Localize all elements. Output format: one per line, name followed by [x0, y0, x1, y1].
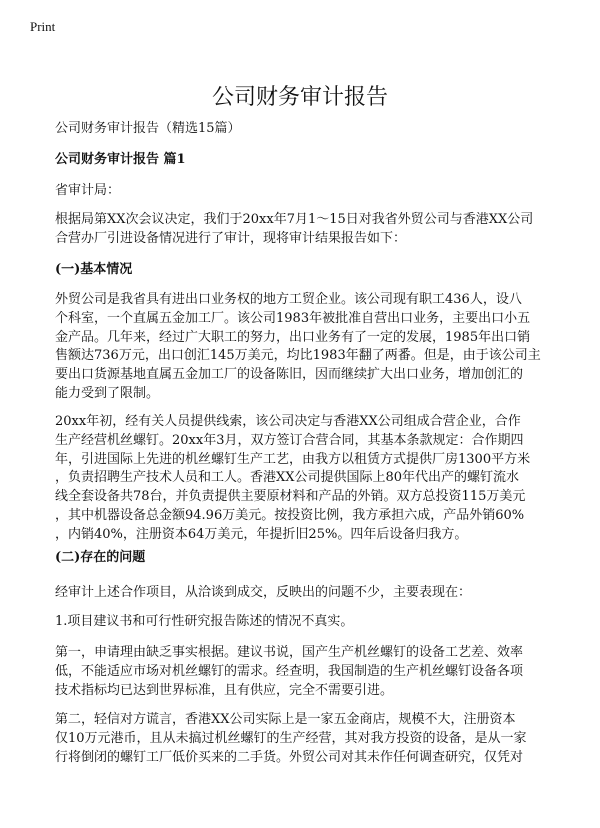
text-line: 仅10万元港币，且从未搞过机丝螺钉的生产经营，其对我方投资的设备，是从一家: [55, 730, 527, 746]
text-line: 20xx年初，经有关人员提供线索，该公司决定与香港XX公司组成合营企业，合作: [55, 414, 521, 429]
section2-item-1: 1.项目建议书和可行性研究报告陈述的情况不真实。: [55, 614, 354, 629]
text-line: 外贸公司是我省具有进出口业务权的地方工贸企业。该公司现有职工436人，设八: [55, 292, 522, 307]
text-line: 生产经营机丝螺钉。20xx年3月，双方签订合营合同，其基本条款规定：合作期四: [55, 432, 524, 448]
text-line: 低，不能适应市场对机丝螺钉的需求。经查明，我国制造的生产机丝螺钉设备各项: [55, 663, 524, 679]
section2-paragraph-1: 经审计上述合作项目，从洽谈到成交，反映出的问题不少，主要表现在：: [55, 585, 472, 600]
text-line: 第一，申请理由缺乏事实根据。建议书说，国产生产机丝螺钉的设备工艺差、效率: [55, 645, 524, 660]
section2-heading: (二)存在的问题: [55, 550, 146, 565]
section2-paragraph-2: [55, 644, 523, 700]
article-heading: 公司财务审计报告 篇1: [55, 152, 186, 167]
text-line: 合营办厂引进设备情况进行了审计，现将审计结果报告如下：: [55, 230, 407, 246]
text-line: 第二，轻信对方谎言，香港XX公司实际上是一家五金商店，规模不大，注册资本: [55, 712, 516, 727]
section1-paragraph-2: [55, 413, 530, 545]
text-line: 能力受到了限制。: [55, 385, 160, 401]
page-title: 公司财务审计报告: [211, 85, 388, 110]
text-line: ，其中机器设备总金额94.96万美元。按投资比例，我方承担六成，产品外销60%: [55, 507, 525, 523]
text-line: 行将倒闭的螺钉工厂低价买来的二手货。外贸公司对其未作任何调查研究，仅凭对: [55, 749, 524, 765]
section1-heading: (一)基本情况: [55, 262, 133, 277]
text-line: 个科室，一个直属五金加工厂。该公司1983年被批准自营出口业务，主要出口小五: [55, 310, 531, 326]
text-line: ，内销40%，注册资本64万美元，年提折旧25%。四年后设备归我方。: [55, 526, 468, 542]
text-line: 要出口货源基地直属五金加工厂的设备陈旧，因而继续扩大出口业务，增加创汇的: [55, 367, 524, 383]
text-line: 金产品。几年来，经过广大职工的努力，出口业务有了一定的发展，1985年出口销: [55, 329, 531, 345]
salutation: 省审计局：: [55, 183, 121, 198]
text-line: 年，引进国际上先进的机丝螺钉生产工艺，由我方以租赁方式提供厂房1300平方米: [55, 451, 531, 467]
text-line: 线全套设备共78台，并负责提供主要原材料和产品的外销。双方总投资115万美元: [55, 489, 526, 505]
text-line: ，负责招聘生产技术人员和工人。香港XX公司提供国际上80年代出产的螺钉流水: [55, 470, 520, 486]
print-link[interactable]: Print: [30, 19, 56, 34]
section2-paragraph-3: [55, 711, 527, 767]
text-line: 根据局第XX次会议决定，我们于20xx年7月1～15日对我省外贸公司与香港XX公司: [55, 212, 534, 227]
subtitle: 公司财务审计报告（精选15篇）: [55, 121, 241, 136]
text-line: 技术指标均已达到世界标准，且有供应，完全不需要引进。: [55, 682, 394, 698]
text-line: 售额达736万元，出口创汇145万美元，均比1983年翻了两番。但是，由于该公司主: [55, 348, 541, 364]
intro-paragraph: [55, 211, 533, 249]
section1-paragraph-1: [55, 291, 541, 404]
